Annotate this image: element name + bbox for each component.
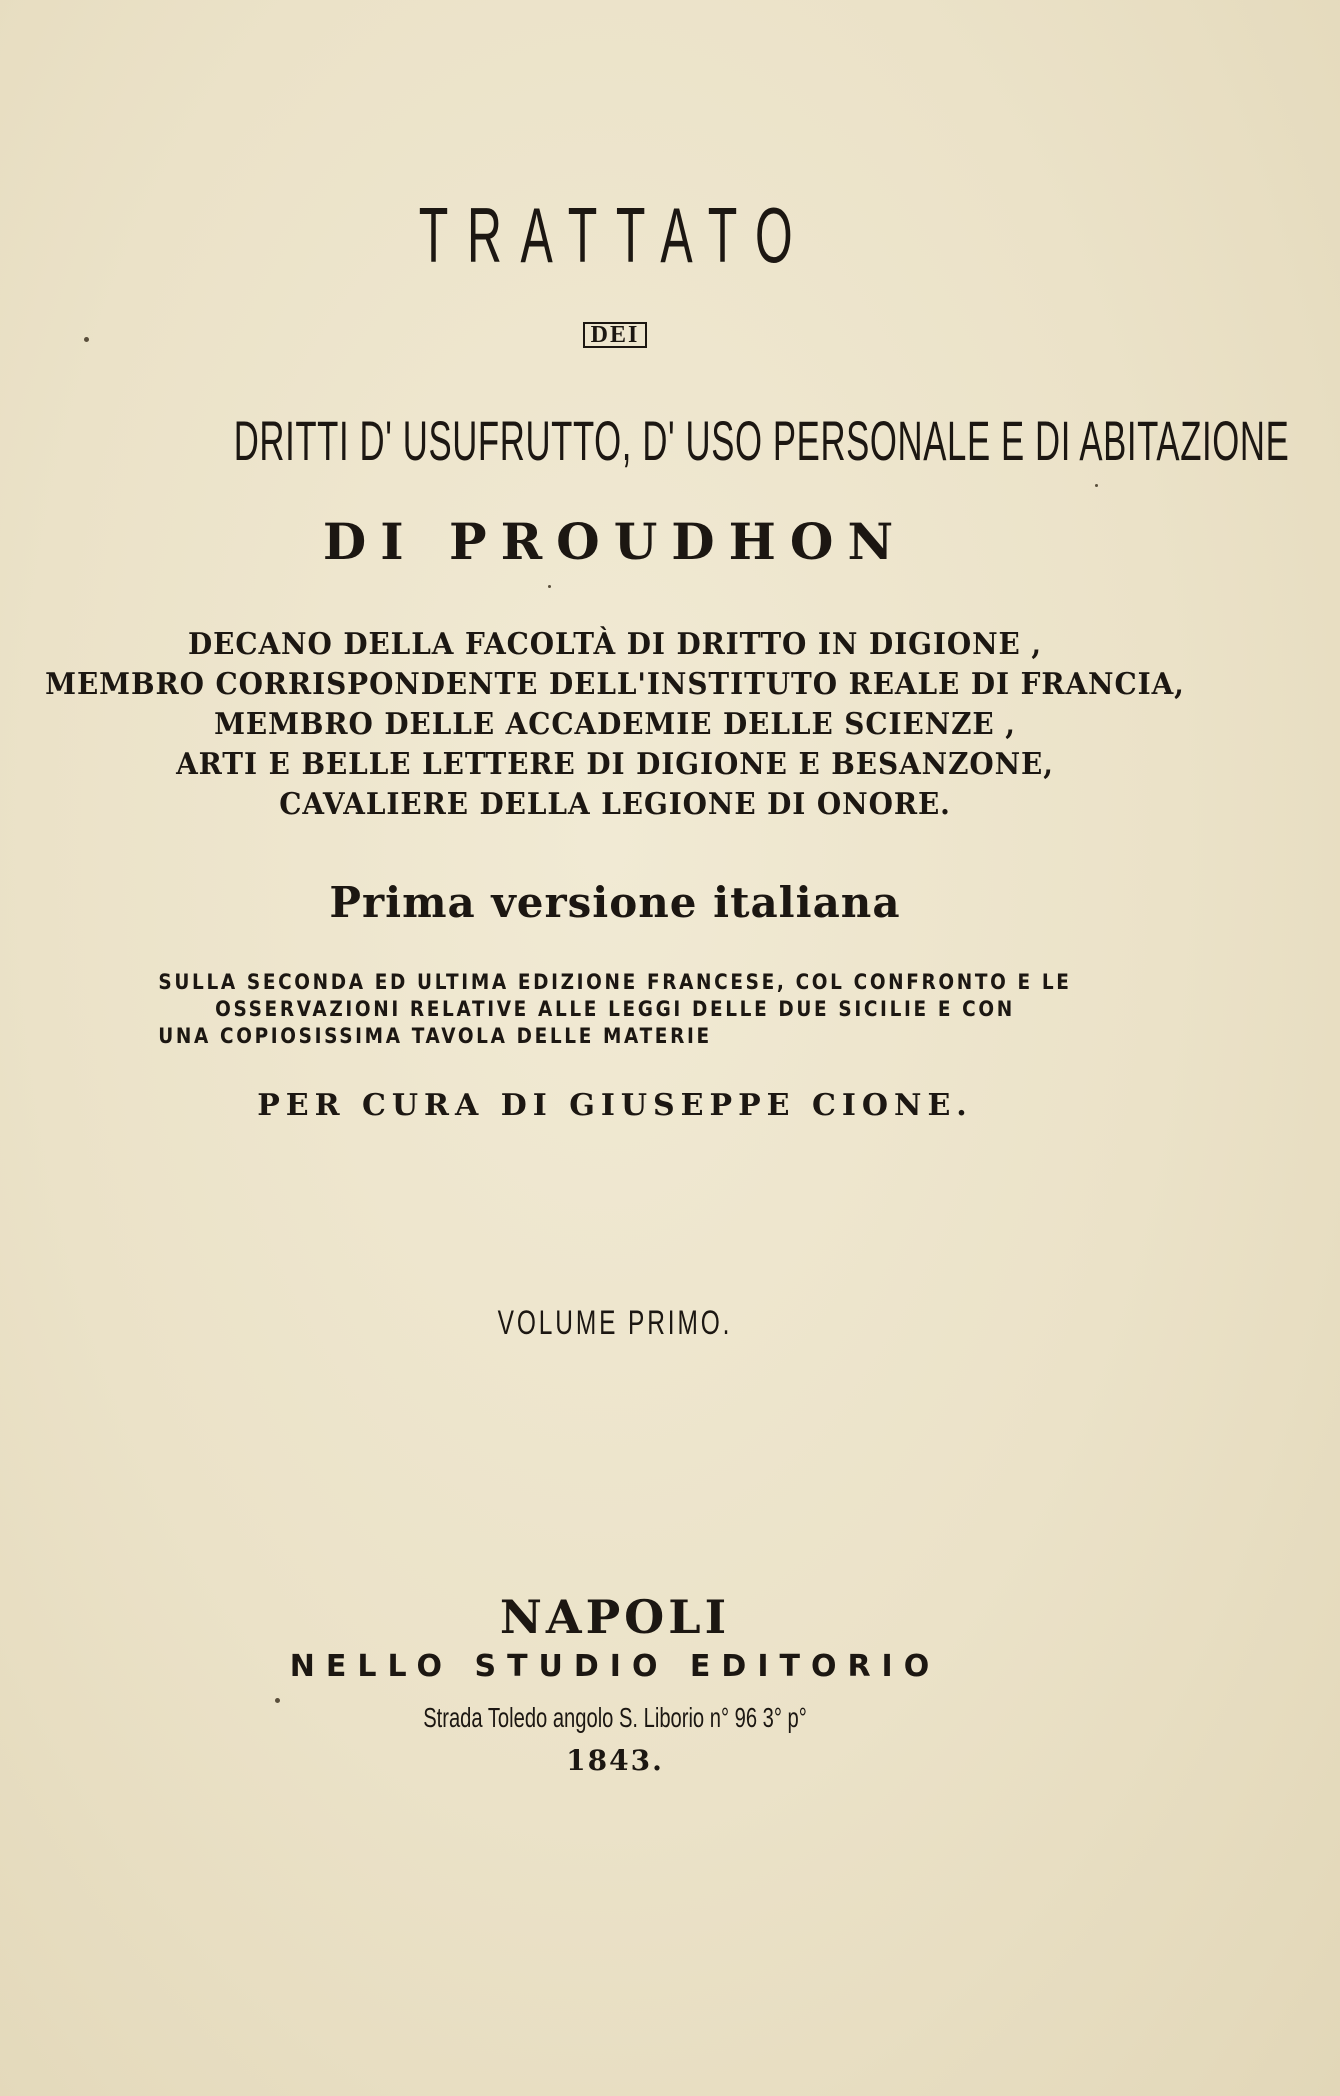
credential-line: MEMBRO CORRISPONDENTE DELL'INSTITUTO REALE DI FRANCIA,: [45, 667, 1185, 702]
credential-line: ARTI E BELLE LETTERE DI DIGIONE E BESANZONE,: [176, 747, 1054, 782]
imprint-city: NAPOLI: [499, 1590, 731, 1644]
paper-speck: [275, 1698, 280, 1703]
imprint-address: Strada Toledo angolo S. Liborio n° 96 3° p°: [423, 1702, 807, 1733]
edition-line: SULLA SECONDA ED ULTIMA EDIZIONE FRANCESE, COL CONFRONTO E LE: [158, 970, 1072, 994]
author-name: DI PROUDHON: [322, 512, 908, 571]
imprint-publisher: NELLO STUDIO EDITORIO: [289, 1649, 941, 1684]
edition-line: OSSERVAZIONI RELATIVE ALLE LEGGI DELLE DUE SICILIE E CON: [215, 997, 1015, 1021]
paper-speck: [1095, 484, 1098, 487]
connector-word: [0, 322, 1230, 349]
credential-line: CAVALIERE DELLA LEGIONE DI ONORE.: [279, 787, 951, 822]
book-subtitle: DRITTI D' USUFRUTTO, D' USO PERSONALE E DI ABITAZIONE: [233, 409, 1290, 472]
volume-label: VOLUME PRIMO.: [497, 1304, 733, 1342]
edition-line: UNA COPIOSISSIMA TAVOLA DELLE MATERIE: [158, 1024, 712, 1048]
paper-speck: [548, 585, 551, 588]
editor-credit: PER CURA DI GIUSEPPE CIONE.: [257, 1088, 973, 1123]
book-title: TRATTATO: [418, 191, 812, 279]
credential-line: MEMBRO DELLE ACCADEMIE DELLE SCIENZE ,: [214, 707, 1016, 742]
paper-speck: [84, 337, 89, 342]
imprint-year: 1843.: [566, 1744, 664, 1777]
credential-line: DECANO DELLA FACOLTÀ DI DRITTO IN DIGIONE ,: [188, 627, 1042, 662]
version-note: Prima versione italiana: [329, 878, 901, 927]
connector-word-text: DEI: [583, 322, 648, 348]
